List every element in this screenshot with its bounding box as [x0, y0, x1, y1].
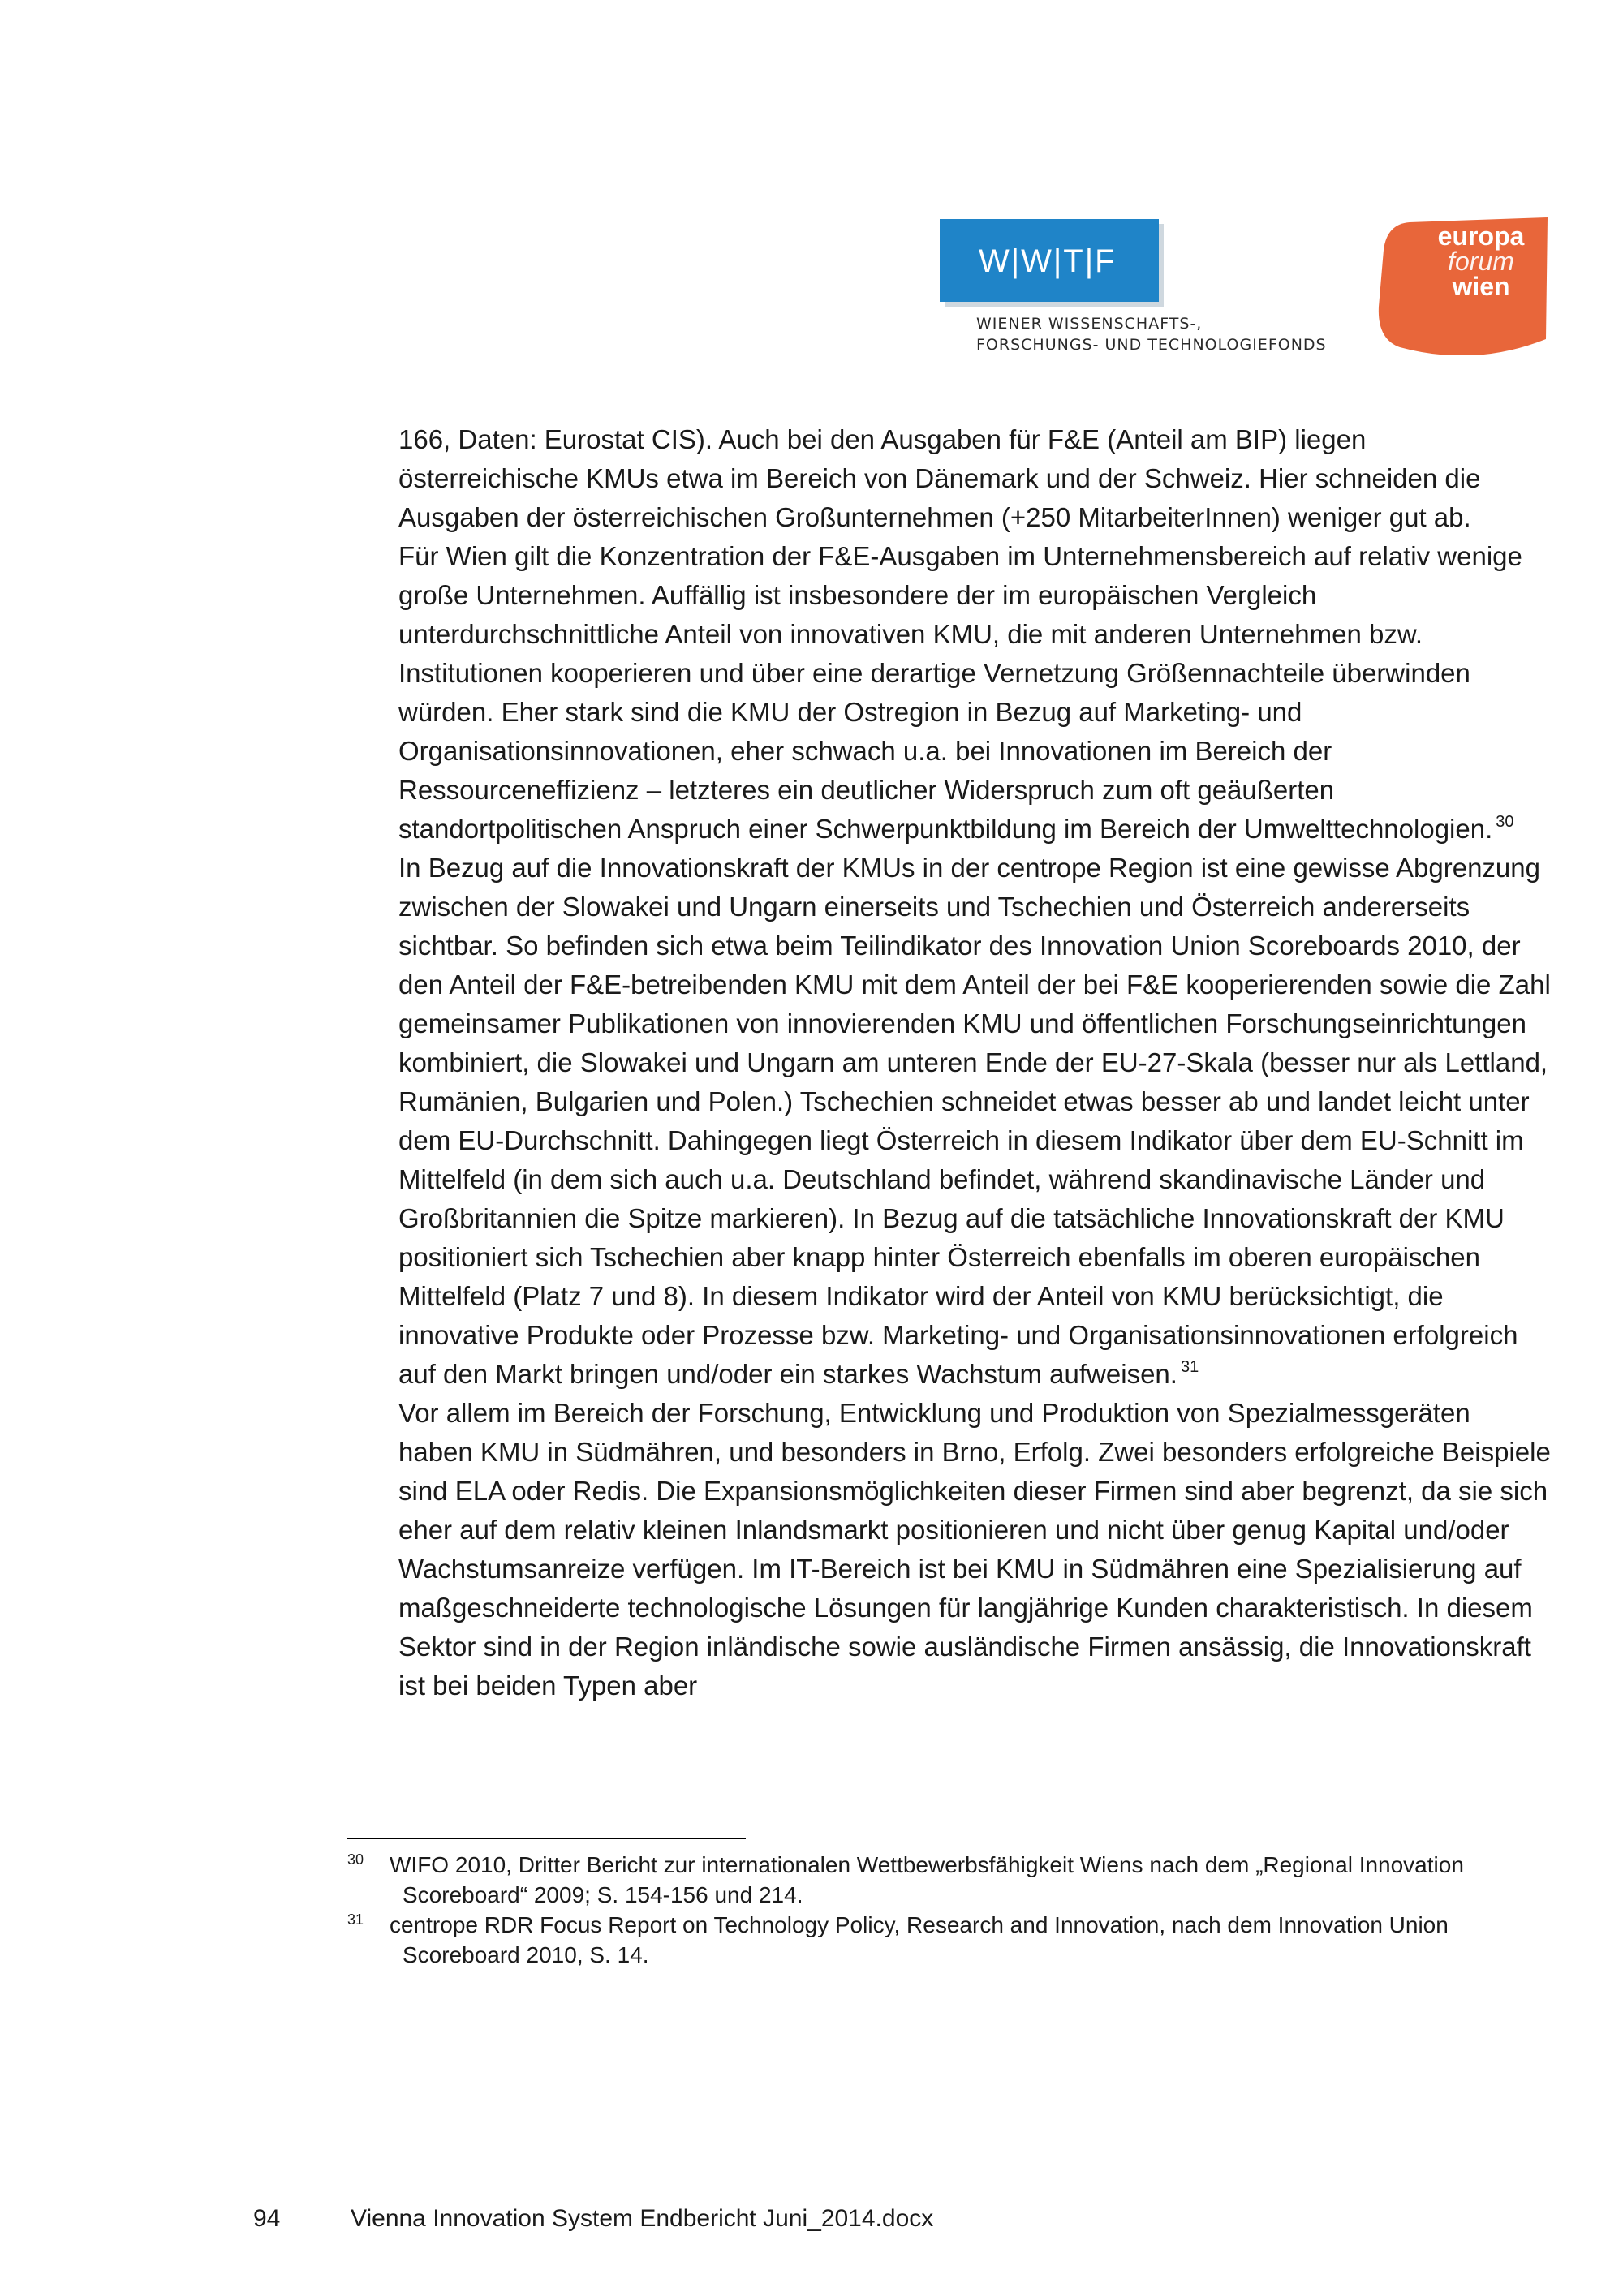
paragraph-3: [398, 849, 1551, 1394]
europa-logo-line-3: wien: [1452, 272, 1510, 301]
europa-logo-line-2: forum: [1448, 247, 1514, 276]
europa-logo-line-1: europa: [1437, 221, 1525, 251]
wwtf-logo: [940, 219, 1159, 302]
footnotes: [347, 1850, 1565, 1970]
footnote-31-number: 31: [347, 1911, 364, 1928]
footnote-ref-30[interactable]: 30: [1496, 813, 1514, 831]
paragraph-2: [398, 537, 1551, 849]
paragraph-1-text: 166, Daten: Eurostat CIS). Auch bei den Ausgaben für F&E (Anteil am BIP) liegen österreichische KMUs etwa im Bereich von Dänemark und der Schweiz. Hier schneiden die Ausgaben der österreichischen Großunternehmen (+250 MitarbeiterInnen) weniger gut ab.: [398, 424, 1481, 532]
paragraph-4-text: Vor allem im Bereich der Forschung, Entwicklung und Produktion von Spezialmessgeräten haben KMU in Südmähren, und besonders in Brno, Erfolg. Zwei besonders erfolgreiche Beispiele sind ELA oder Redis. Die Expansionsmöglichkeiten dieser Firmen sind aber begrenzt, da sie sich eher auf dem relativ kleinen Inlandsmarkt positionieren und nicht über genug Kapital und/oder Wachstumsanreize verfügen. Im IT-Bereich ist bei KMU in Südmähren eine Spezialisierung auf maßgeschneiderte technologische Lösungen für langjährige Kunden charakteristisch. In diesem Sektor sind in der Region inländische sowie ausländische Firmen ansässig, die Innovationskraft ist bei beiden Typen aber: [398, 1398, 1551, 1701]
paragraph-1: [398, 420, 1551, 537]
wwtf-tagline-line-2: FORSCHUNGS- UND TECHNOLOGIEFONDS: [976, 336, 1327, 354]
paragraph-2-text: Für Wien gilt die Konzentration der F&E-Ausgaben im Unternehmensbereich auf relativ wenige große Unternehmen. Auffällig ist insbesondere der im europäischen Vergleich unterdurchschnittliche Anteil von innovativen KMU, die mit anderen Unternehmen bzw. Institutionen kooperieren und über eine derartige Vernetzung Größennachteile überwinden würden. Eher stark sind die KMU der Ostregion in Bezug auf Marketing- und Organisationsinnovationen, eher schwach u.a. bei Innovationen im Bereich der Ressourceneffizienz – letzteres ein deutlicher Widerspruch zum oft geäußerten standortpolitischen Anspruch einer Schwerpunktbildung im Bereich der Umwelttechnologien.: [398, 541, 1522, 844]
footnote-ref-31[interactable]: 31: [1180, 1358, 1199, 1376]
paragraph-3-text: In Bezug auf die Innovationskraft der KMUs in der centrope Region ist eine gewisse Abgrenzung zwischen der Slowakei und Ungarn einerseits und Tschechien und Österreich andererseits sichtbar. So befinden sich etwa beim Teilindikator des Innovation Union Scoreboards 2010, der den Anteil der F&E-betreibenden KMU mit dem Anteil der bei F&E kooperierenden sowie die Zahl gemeinsamer Publikationen von innovierenden KMU und öffentlichen Forschungseinrichtungen kombiniert, die Slowakei und Ungarn am unteren Ende der EU-27-Skala (besser nur als Lettland, Rumänien, Bulgarien und Polen.) Tschechien schneidet etwas besser ab und landet leicht unter dem EU-Durchschnitt. Dahingegen liegt Österreich in diesem Indikator über dem EU-Schnitt im Mittelfeld (in dem sich auch u.a. Deutschland befindet, während skandinavische Länder und Großbritannien die Spitze markieren). In Bezug auf die tatsächliche Innovationskraft der KMU positioniert sich Tschechien aber knapp hinter Österreich ebenfalls im oberen europäischen Mittelfeld (Platz 7 und 8). In diesem Indikator wird der Anteil von KMU berücksichtigt, die innovative Produkte oder Prozesse bzw. Marketing- und Organisationsinnovationen erfolgreich auf den Markt bringen und/oder ein starkes Wachstum aufweisen.: [398, 853, 1551, 1389]
document-title: Vienna Innovation System Endbericht Juni_2014.docx: [351, 2205, 934, 2232]
europa-logo-text: [1416, 221, 1546, 301]
body-text: [398, 420, 1551, 1705]
footnote-30-number: 30: [347, 1851, 364, 1868]
footnote-separator: [347, 1838, 746, 1839]
page-number: 94: [253, 2205, 281, 2232]
footnote-31: [347, 1910, 1565, 1970]
footnote-30-text: WIFO 2010, Dritter Bericht zur internationalen Wettbewerbsfähigkeit Wiens nach dem „Regional Innovation Scoreboard“ 2009; S. 154-156 und 214.: [390, 1852, 1464, 1907]
footnote-30: [347, 1850, 1565, 1910]
wwtf-tagline: [976, 313, 1382, 355]
wwtf-tagline-line-1: WIENER WISSENSCHAFTS-,: [976, 315, 1203, 333]
footnote-31-text: centrope RDR Focus Report on Technology Policy, Research and Innovation, nach dem Innovation Union Scoreboard 2010, S. 14.: [390, 1912, 1449, 1967]
wwtf-logo-mark: W|W|T|F: [979, 243, 1117, 279]
paragraph-4: [398, 1394, 1551, 1705]
